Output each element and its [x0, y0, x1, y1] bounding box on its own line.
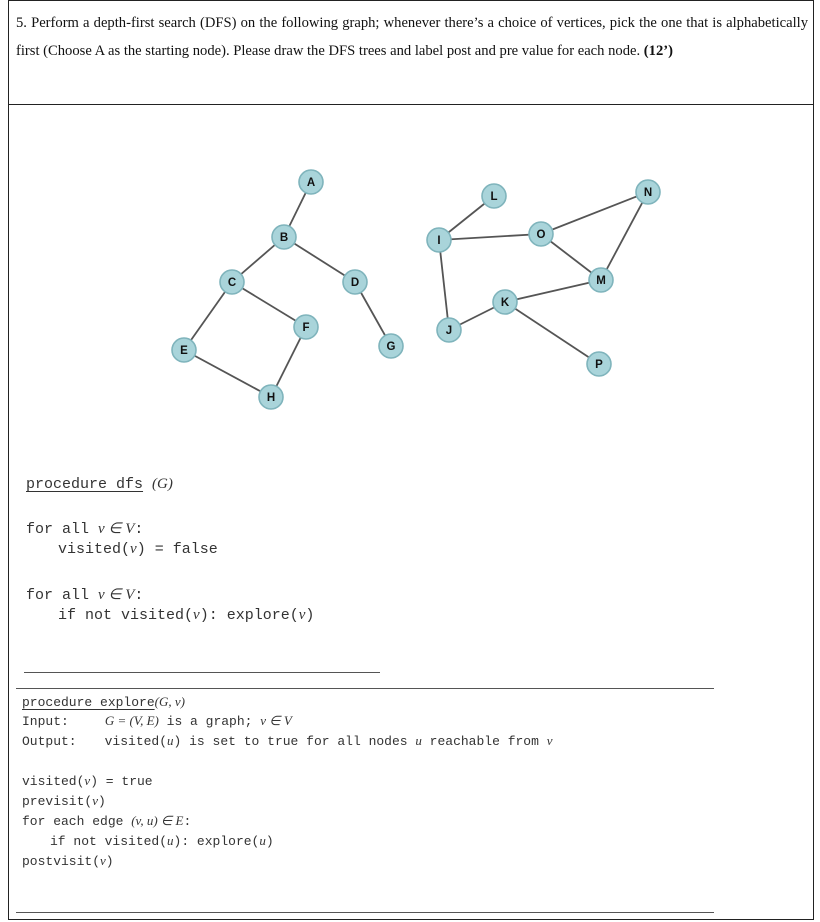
node-J-label: J	[445, 325, 453, 337]
node-O-label: O	[536, 229, 546, 241]
node-A-label: A	[306, 177, 316, 189]
node-P	[587, 352, 611, 376]
node-C	[220, 270, 244, 294]
edge-N-M	[601, 192, 648, 280]
node-A	[299, 170, 323, 194]
dfs-loop1: for all v ∈ V:	[26, 521, 144, 538]
dfs-visited-false: visited(v) = false	[58, 541, 218, 558]
edge-E-H	[184, 350, 271, 397]
node-K	[493, 290, 517, 314]
node-B-label: B	[279, 232, 289, 244]
node-L	[482, 184, 506, 208]
divider-long	[16, 688, 714, 689]
node-P-label: P	[595, 359, 603, 371]
node-F	[294, 315, 318, 339]
question-body: 5. Perform a depth-first search (DFS) on the following graph; whenever there’s a choice of vertices, pick the one that is alphabetically first (Choose A as the starting node). Please draw the DFS trees and label post and pre value for each node.	[16, 15, 808, 59]
node-E-label: E	[180, 345, 188, 357]
node-J	[437, 318, 461, 342]
dfs-explore-call: if not visited(v): explore(v)	[58, 607, 315, 624]
dfs-loop2: for all v ∈ V:	[26, 587, 144, 604]
graph-diagram	[0, 105, 820, 425]
edge-C-F	[232, 282, 306, 327]
explore-for-each-edge: for each edge (v, u) ∈ E:	[22, 813, 192, 829]
explore-recursive-call: if not visited(u): explore(u)	[50, 833, 274, 849]
node-M	[589, 268, 613, 292]
node-N-label: N	[643, 187, 653, 199]
edge-O-N	[541, 192, 648, 234]
graph-edges	[184, 182, 648, 397]
edge-K-M	[505, 280, 601, 302]
node-N	[636, 180, 660, 204]
node-C-label: C	[227, 277, 237, 289]
node-H	[259, 385, 283, 409]
node-I-label: I	[437, 235, 441, 247]
explore-procedure-header: procedure explore(G, v)	[22, 694, 185, 710]
explore-output: Output: visited(u) is set to true for all nodes u reachable from v	[22, 733, 553, 749]
edge-K-P	[505, 302, 599, 364]
explore-previsit: previsit(v)	[22, 793, 106, 809]
edge-I-J	[439, 240, 449, 330]
divider-bottom	[16, 912, 714, 913]
node-D-label: D	[350, 277, 360, 289]
node-M-label: M	[596, 275, 606, 287]
node-L-label: L	[490, 191, 498, 203]
node-E	[172, 338, 196, 362]
explore-postvisit: postvisit(v)	[22, 853, 114, 869]
edge-I-O	[439, 234, 541, 240]
node-F-label: F	[302, 322, 310, 334]
node-G	[379, 334, 403, 358]
explore-visited-true: visited(v) = true	[22, 773, 153, 789]
explore-input: Input: G = (V, E) is a graph; v ∈ V	[22, 713, 292, 729]
question-text	[16, 10, 808, 65]
node-K-label: K	[500, 297, 510, 309]
node-B	[272, 225, 296, 249]
question-points: (12’)	[643, 42, 673, 59]
dfs-procedure-header: procedure dfs (G)	[26, 476, 173, 493]
node-D	[343, 270, 367, 294]
node-H-label: H	[266, 392, 276, 404]
node-G-label: G	[386, 341, 396, 353]
node-I	[427, 228, 451, 252]
node-O	[529, 222, 553, 246]
divider-short	[24, 672, 380, 673]
